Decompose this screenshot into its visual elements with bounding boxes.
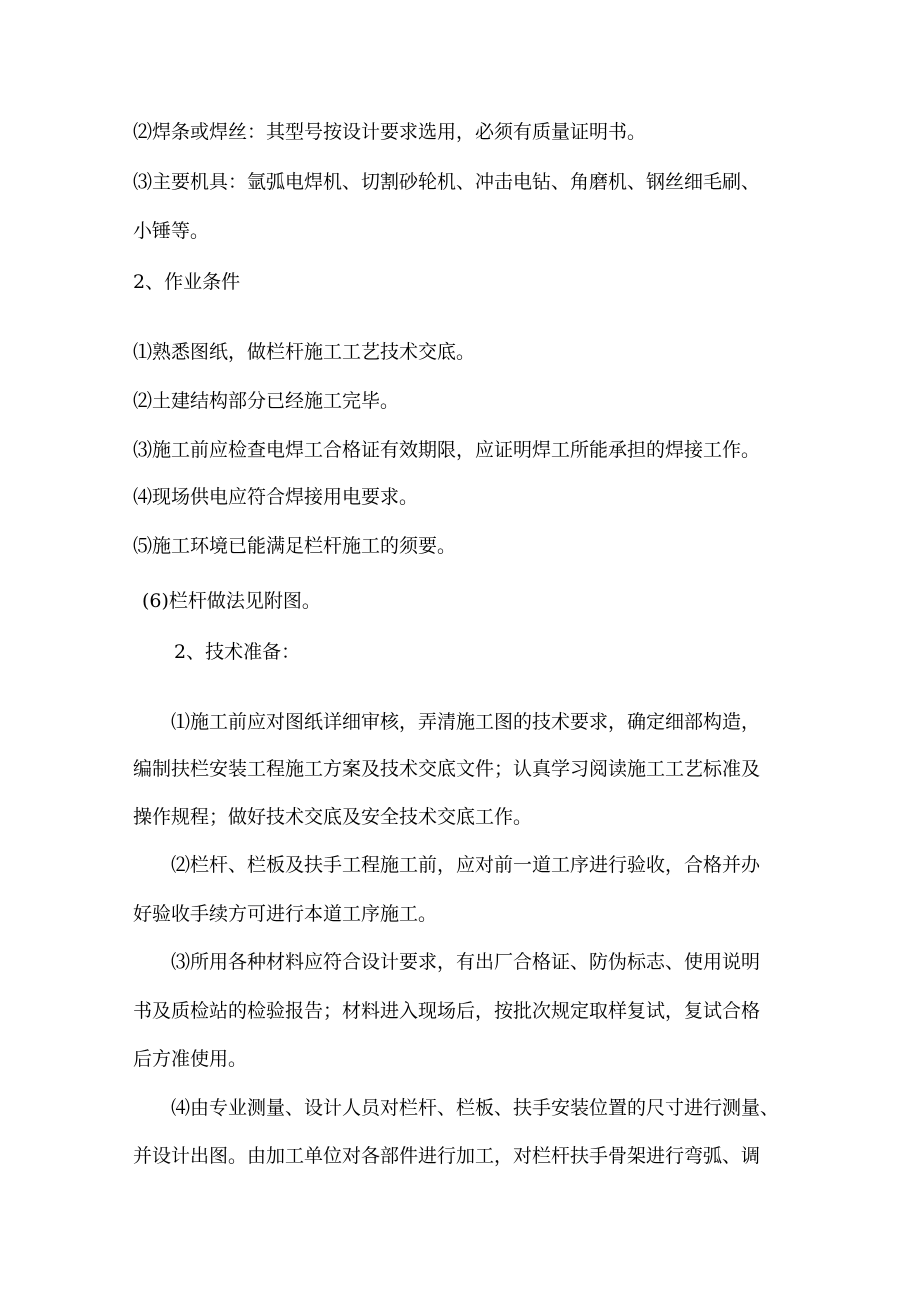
materials-item-2: ⑵焊条或焊丝：其型号按设计要求选用，必须有质量证明书。 bbox=[133, 121, 647, 143]
work-condition-item: ⑵土建结构部分已经施工完毕。 bbox=[133, 390, 400, 412]
work-condition-item: ⑶施工前应检查电焊工合格证有效期限，应证明焊工所能承担的焊接工作。 bbox=[133, 439, 761, 461]
tech-prep-p3-line: 后方准使用。 bbox=[133, 1048, 248, 1070]
tech-prep-p3-line: ⑶所用各种材料应符合设计要求，有出厂合格证、防伪标志、使用说明 bbox=[171, 951, 761, 973]
work-conditions-heading: 2、作业条件 bbox=[133, 271, 241, 293]
materials-item-3-line-1: ⑶主要机具：氩弧电焊机、切割砂轮机、冲击电钻、角磨机、钢丝细毛刷、 bbox=[133, 171, 761, 193]
tech-prep-heading: 2、技术准备： bbox=[174, 641, 301, 663]
tech-prep-p1-line: 操作规程；做好技术交底及安全技术交底工作。 bbox=[133, 806, 533, 828]
work-condition-item: ⑴熟悉图纸，做栏杆施工工艺技术交底。 bbox=[133, 341, 476, 363]
tech-prep-p4-line: ⑷由专业测量、设计人员对栏杆、栏板、扶手安装位置的尺寸进行测量、 bbox=[171, 1097, 780, 1119]
tech-prep-p4-line: 并设计出图。由加工单位对各部件进行加工，对栏杆扶手骨架进行弯弧、调 bbox=[133, 1145, 761, 1167]
work-condition-item: ⑷现场供电应符合焊接用电要求。 bbox=[133, 486, 419, 508]
tech-prep-p2-line: 好验收手续方可进行本道工序施工。 bbox=[133, 903, 438, 925]
tech-prep-p2-line: ⑵栏杆、栏板及扶手工程施工前，应对前一道工序进行验收，合格并办 bbox=[171, 854, 761, 876]
tech-prep-p1-line: 编制扶栏安装工程施工方案及技术交底文件；认真学习阅读施工工艺标准及 bbox=[133, 758, 761, 780]
tech-prep-p1-line: ⑴施工前应对图纸详细审核，弄清施工图的技术要求，确定细部构造， bbox=[171, 711, 761, 733]
materials-item-3-line-2: 小锤等。 bbox=[133, 220, 210, 242]
tech-prep-p3-line: 书及质检站的检验报告；材料进入现场后，按批次规定取样复试，复试合格 bbox=[133, 1000, 761, 1022]
work-condition-item: (6)栏杆做法见附图。 bbox=[142, 590, 321, 612]
work-condition-item: ⑸施工环境已能满足栏杆施工的须要。 bbox=[133, 535, 457, 557]
